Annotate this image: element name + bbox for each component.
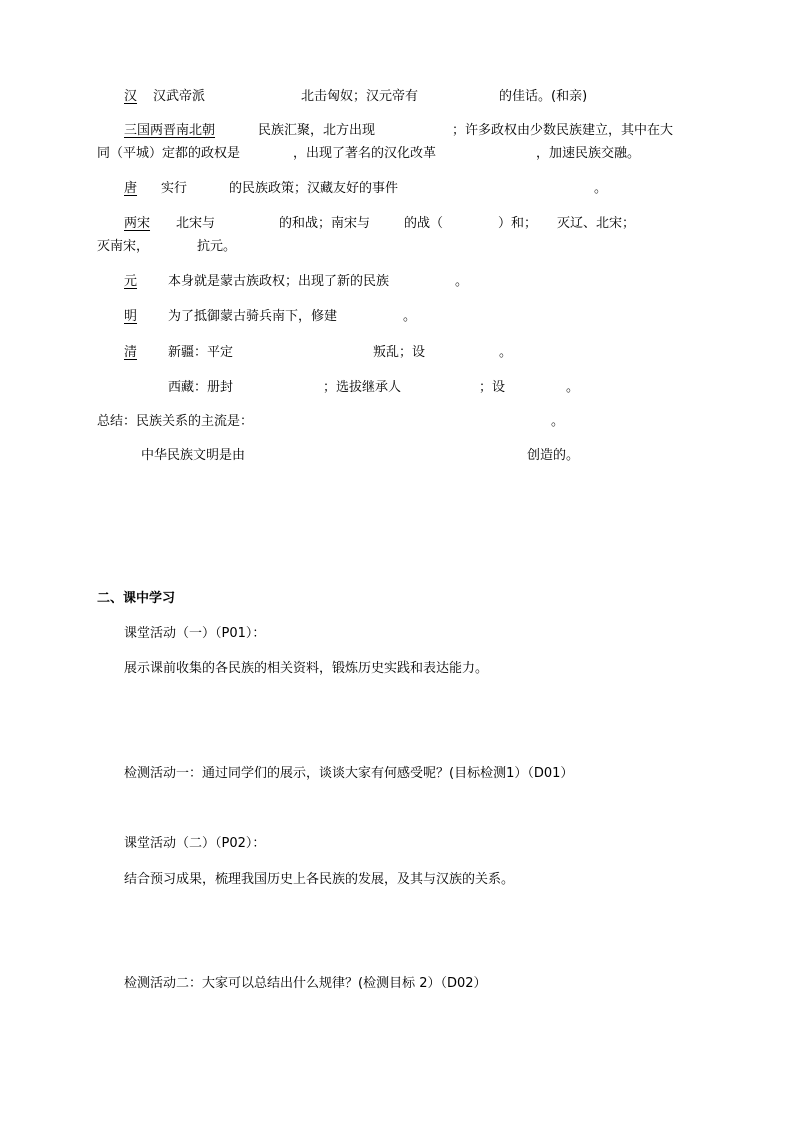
song-text-4: ）和； — [498, 216, 538, 231]
song-text-7: 抗元。 — [197, 239, 237, 254]
sanguo-text-5: ，加速民族交融。 — [536, 146, 641, 161]
song-text-2: 的和战；南宋与 — [279, 216, 371, 231]
activity2-title-text: 课堂活动（二）（P02）： — [124, 836, 266, 851]
qing-text-6: ；设 — [479, 380, 506, 395]
han-text-3: 的佳话。(和亲) — [499, 89, 588, 104]
qing-dynasty: 清 — [124, 345, 138, 360]
check1-text: 检测活动一：通过同学们的展示，谈谈大家有何感受呢？(目标检测1）（D01） — [124, 766, 574, 781]
sanguo-text-3: 同（平城）定都的政权是 — [97, 146, 241, 161]
summary-text-4: 创造的。 — [527, 448, 580, 463]
activity1-title-text: 课堂活动（一）（P01）： — [124, 626, 266, 641]
tang-text-1: 实行 — [161, 181, 188, 196]
song-text-3: 的战（ — [404, 216, 444, 231]
tang-dynasty: 唐 — [124, 181, 138, 196]
sanguo-dynasty: 三国两晋南北朝 — [124, 123, 216, 138]
yuan-text-1: 本身就是蒙古族政权；出现了新的民族 — [168, 274, 390, 289]
qing-text-4: 西藏：册封 — [168, 380, 234, 395]
tang-text-3: 。 — [594, 181, 608, 196]
qing-text-3: 。 — [499, 345, 513, 360]
activity2-body-text: 结合预习成果，梳理我国历史上各民族的发展，及其与汉族的关系。 — [124, 872, 515, 887]
song-text-6: 灭南宋， — [97, 239, 150, 254]
summary-text-2: 。 — [551, 414, 565, 429]
song-text-1: 北宋与 — [176, 216, 216, 231]
song-text-5: 灭辽、北宋； — [557, 216, 636, 231]
qing-text-5: ；选拔继承人 — [323, 380, 402, 395]
qing-text-1: 新疆：平定 — [168, 345, 234, 360]
sanguo-text-4: ，出现了著名的汉化改革 — [293, 146, 437, 161]
song-dynasty: 两宋 — [124, 216, 151, 231]
yuan-dynasty: 元 — [124, 274, 138, 289]
qing-text-7: 。 — [566, 380, 580, 395]
han-text-1: 汉武帝派 — [153, 89, 206, 104]
sanguo-text-2: ；许多政权由少数民族建立，其中在大 — [452, 123, 674, 138]
check2-text: 检测活动二：大家可以总结出什么规律？(检测目标 2）（D02） — [124, 976, 487, 991]
han-dynasty: 汉 — [124, 89, 138, 104]
activity1-body-text: 展示课前收集的各民族的相关资料，锻炼历史实践和表达能力。 — [124, 661, 489, 676]
ming-dynasty: 明 — [124, 309, 138, 324]
han-text-2: 北击匈奴；汉元帝有 — [301, 89, 419, 104]
summary-text-3: 中华民族文明是由 — [141, 448, 246, 463]
summary-text-1: 总结：民族关系的主流是： — [97, 414, 254, 429]
section-heading-text: 二、课中学习 — [97, 591, 176, 606]
sanguo-text-1: 民族汇聚，北方出现 — [258, 123, 376, 138]
tang-text-2: 的民族政策；汉藏友好的事件 — [229, 181, 399, 196]
ming-text-1: 为了抵御蒙古骑兵南下，修建 — [168, 309, 338, 324]
ming-text-2: 。 — [403, 309, 417, 324]
qing-text-2: 叛乱；设 — [373, 345, 426, 360]
yuan-text-2: 。 — [455, 274, 469, 289]
